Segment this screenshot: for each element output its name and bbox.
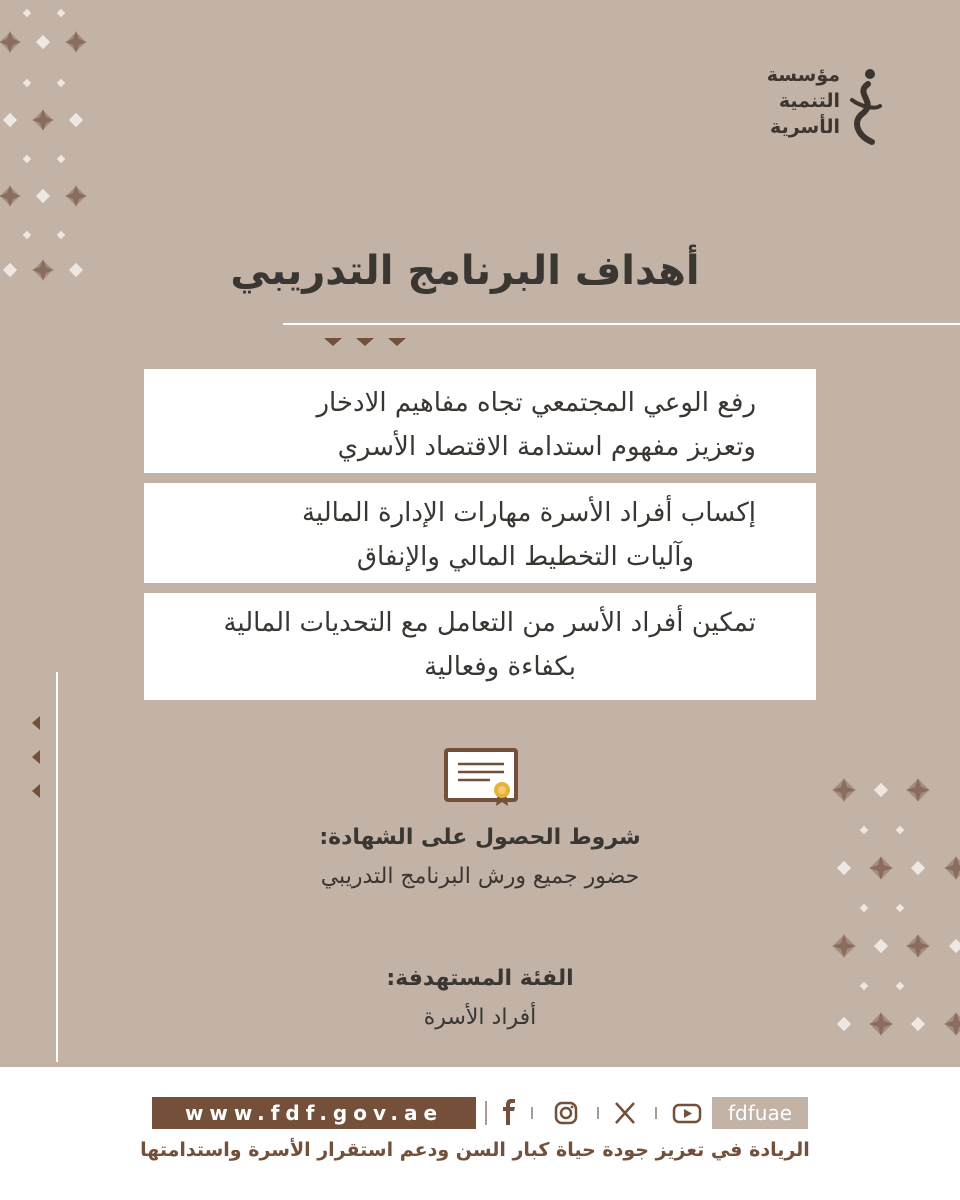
chevron-down-icon [324, 336, 414, 350]
left-divider [56, 672, 58, 1062]
certificate-section [240, 822, 720, 894]
pattern-decoration-left [0, 0, 110, 310]
goal-card-3 [144, 593, 816, 700]
social-handle[interactable]: fdfuae [712, 1097, 808, 1129]
target-section [240, 963, 720, 1035]
logo-line-2: التنمية [778, 90, 840, 112]
goal-3-line-1: تمكين أفراد الأسر من التعامل مع التحديات المالية [223, 608, 756, 638]
goal-1-line-2: وتعزيز مفهوم استدامة الاقتصاد الأسري [337, 432, 756, 462]
goal-1-line-1: رفع الوعي المجتمعي تجاه مفاهيم الادخار [316, 388, 756, 418]
facebook-icon[interactable] [503, 1099, 515, 1125]
target-heading: الفئة المستهدفة: [386, 966, 574, 991]
certificate-icon [444, 748, 518, 808]
x-icon[interactable] [616, 1103, 634, 1123]
chevron-left-icon [30, 716, 46, 802]
target-body: أفراد الأسرة [423, 1005, 537, 1030]
organization-logo [724, 62, 884, 150]
goal-card-1 [144, 369, 816, 473]
goal-card-2 [144, 483, 816, 583]
youtube-icon[interactable] [674, 1105, 700, 1122]
logo-line-3: الأسرية [770, 116, 840, 138]
footer [0, 1067, 960, 1200]
logo-mark-icon [844, 66, 884, 146]
instagram-icon[interactable] [556, 1103, 576, 1123]
pattern-decoration-right [808, 760, 960, 1060]
goals-list [144, 369, 816, 710]
certificate-body: حضور جميع ورش البرنامج التدريبي [320, 864, 640, 889]
page-title: أهداف البرنامج التدريبي [230, 248, 700, 294]
goal-2-line-2: وآليات التخطيط المالي والإنفاق [356, 542, 694, 572]
social-icons-row [484, 1097, 714, 1129]
certificate-heading: شروط الحصول على الشهادة: [319, 825, 641, 850]
footer-tagline: الريادة في تعزيز جودة حياة كبار السن ودعم استقرار الأسرة واستدامتها [140, 1139, 810, 1161]
website-link[interactable]: www.fdf.gov.ae [152, 1097, 476, 1129]
title-divider [283, 323, 960, 325]
logo-text [767, 62, 840, 140]
goal-3-line-2: بكفاءة وفعالية [424, 652, 576, 682]
goal-2-line-1: إكساب أفراد الأسرة مهارات الإدارة المالية [301, 498, 756, 528]
logo-line-1: مؤسسة [766, 64, 840, 86]
